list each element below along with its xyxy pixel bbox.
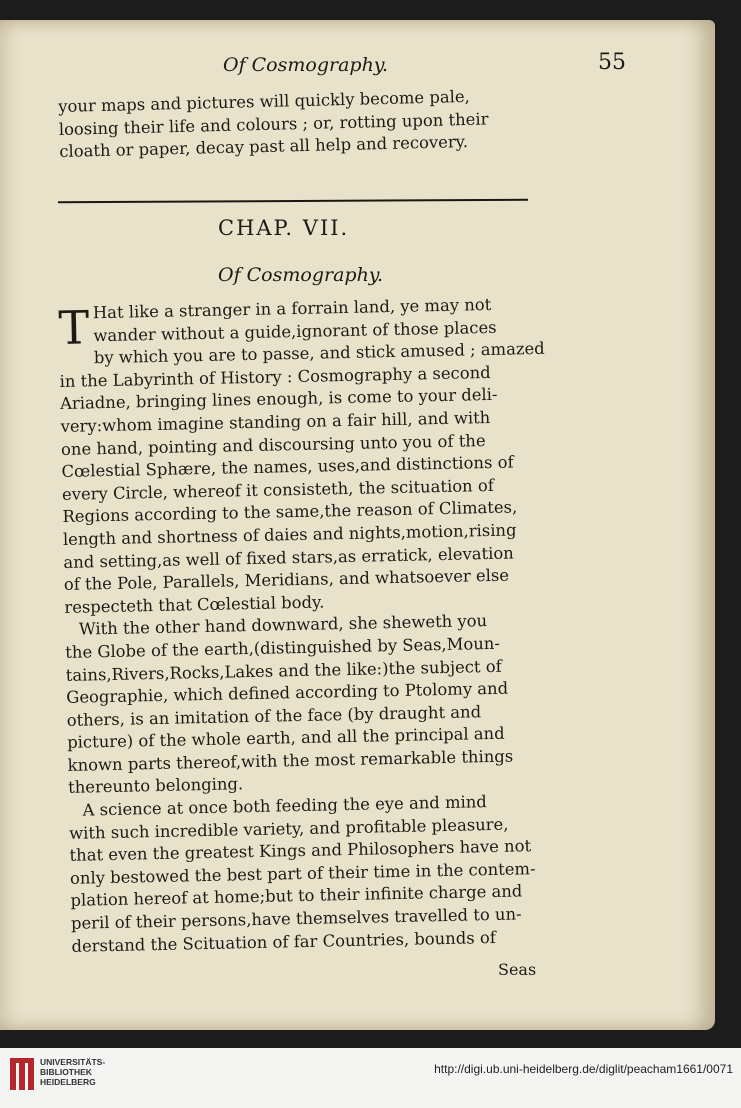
- running-head: Of Cosmography.: [223, 54, 389, 76]
- text-line: your maps and pictures will quickly become pale,: [58, 86, 470, 116]
- catchword: Seas: [498, 960, 537, 979]
- text-line: respecteth that Cœlestial body.: [64, 592, 325, 617]
- chapter-subtitle: Of Cosmography.: [218, 264, 384, 286]
- text-line: with such incredible variety, and profitable pleasure,: [68, 814, 509, 843]
- text-line: cloath or paper, decay past all help and recovery.: [59, 132, 469, 162]
- text-line: length and shortness of daies and nights,motion,rising: [62, 520, 517, 549]
- text-line: picture) of the whole earth, and all the principal and: [67, 724, 505, 753]
- text-line: the Globe of the earth,(distinguished by Seas,Moun-: [65, 633, 501, 662]
- text-line: very:whom imagine standing on a fair hill, and with: [60, 407, 491, 436]
- text-line: loosing their life and colours ; or, rotting upon their: [58, 109, 489, 139]
- text-line: Regions according to the same,the reason of Climates,: [62, 497, 518, 527]
- text-line: Cœlestial Sphære, the names, uses,and distinctions of: [61, 452, 514, 482]
- text-line: one hand, pointing and discoursing unto you of the: [60, 430, 486, 459]
- text-line: plation hereof at home;but to their infinite charge and: [70, 881, 523, 911]
- footer-bar: [0, 1048, 741, 1108]
- text-line: derstand the Scituation of far Countries, bounds of: [71, 927, 496, 956]
- text-line: peril of their persons,have themselves travelled to un-: [70, 904, 522, 933]
- text-line: by which you are to passe, and stick amused ; amazed: [93, 339, 545, 368]
- text-line: and setting,as well of fixed stars,as erratick, elevation: [63, 543, 514, 572]
- institution-line: BIBLIOTHEK: [40, 1067, 92, 1077]
- institution-line: HEIDELBERG: [40, 1077, 96, 1087]
- text-line: in the Labyrinth of History : Cosmography a second: [59, 362, 491, 391]
- chapter-title: CHAP. VII.: [218, 216, 350, 240]
- previous-chapter-ending: [58, 84, 550, 164]
- text-line: of the Pole, Parallels, Meridians, and whatsoever else: [63, 565, 510, 595]
- institution-line: UNIVERSITÄTS-: [40, 1057, 106, 1067]
- book-page: [0, 20, 715, 1030]
- institution-name: [40, 1057, 105, 1087]
- page-number: 55: [598, 50, 626, 75]
- text-line: tains,Rivers,Rocks,Lakes and the like:)the subject of: [65, 656, 502, 685]
- permalink-url[interactable]: http://digi.ub.uni-heidelberg.de/diglit/peacham1661/0071: [434, 1062, 733, 1076]
- text-line: Hat like a stranger in a forrain land, ye may not: [92, 294, 492, 323]
- chapter-body: [58, 293, 562, 958]
- drop-cap: T: [57, 300, 90, 355]
- text-line: others, is an imitation of the face (by draught and: [66, 701, 482, 730]
- section-rule: [58, 199, 528, 203]
- text-line: wander without a guide,ignorant of those places: [93, 317, 497, 345]
- text-line: known parts thereof,with the most remarkable things: [67, 746, 514, 775]
- text-line: Geographie, which defined according to Ptolomy and: [66, 678, 509, 708]
- text-line: A science at once both feeding the eye and mind: [82, 792, 488, 820]
- text-line: that even the greatest Kings and Philosophers have not: [69, 836, 532, 866]
- text-line: thereunto belonging.: [67, 774, 244, 798]
- text-line: every Circle, whereof it consisteth, the scituation of: [61, 475, 494, 504]
- text-line: only bestowed the best part of their time in the contem-: [69, 858, 536, 888]
- text-line: With the other hand downward, she sheweth you: [78, 611, 488, 639]
- text-line: Ariadne, bringing lines enough, is come to your deli-: [59, 385, 498, 414]
- university-library-logo-icon: [8, 1054, 36, 1094]
